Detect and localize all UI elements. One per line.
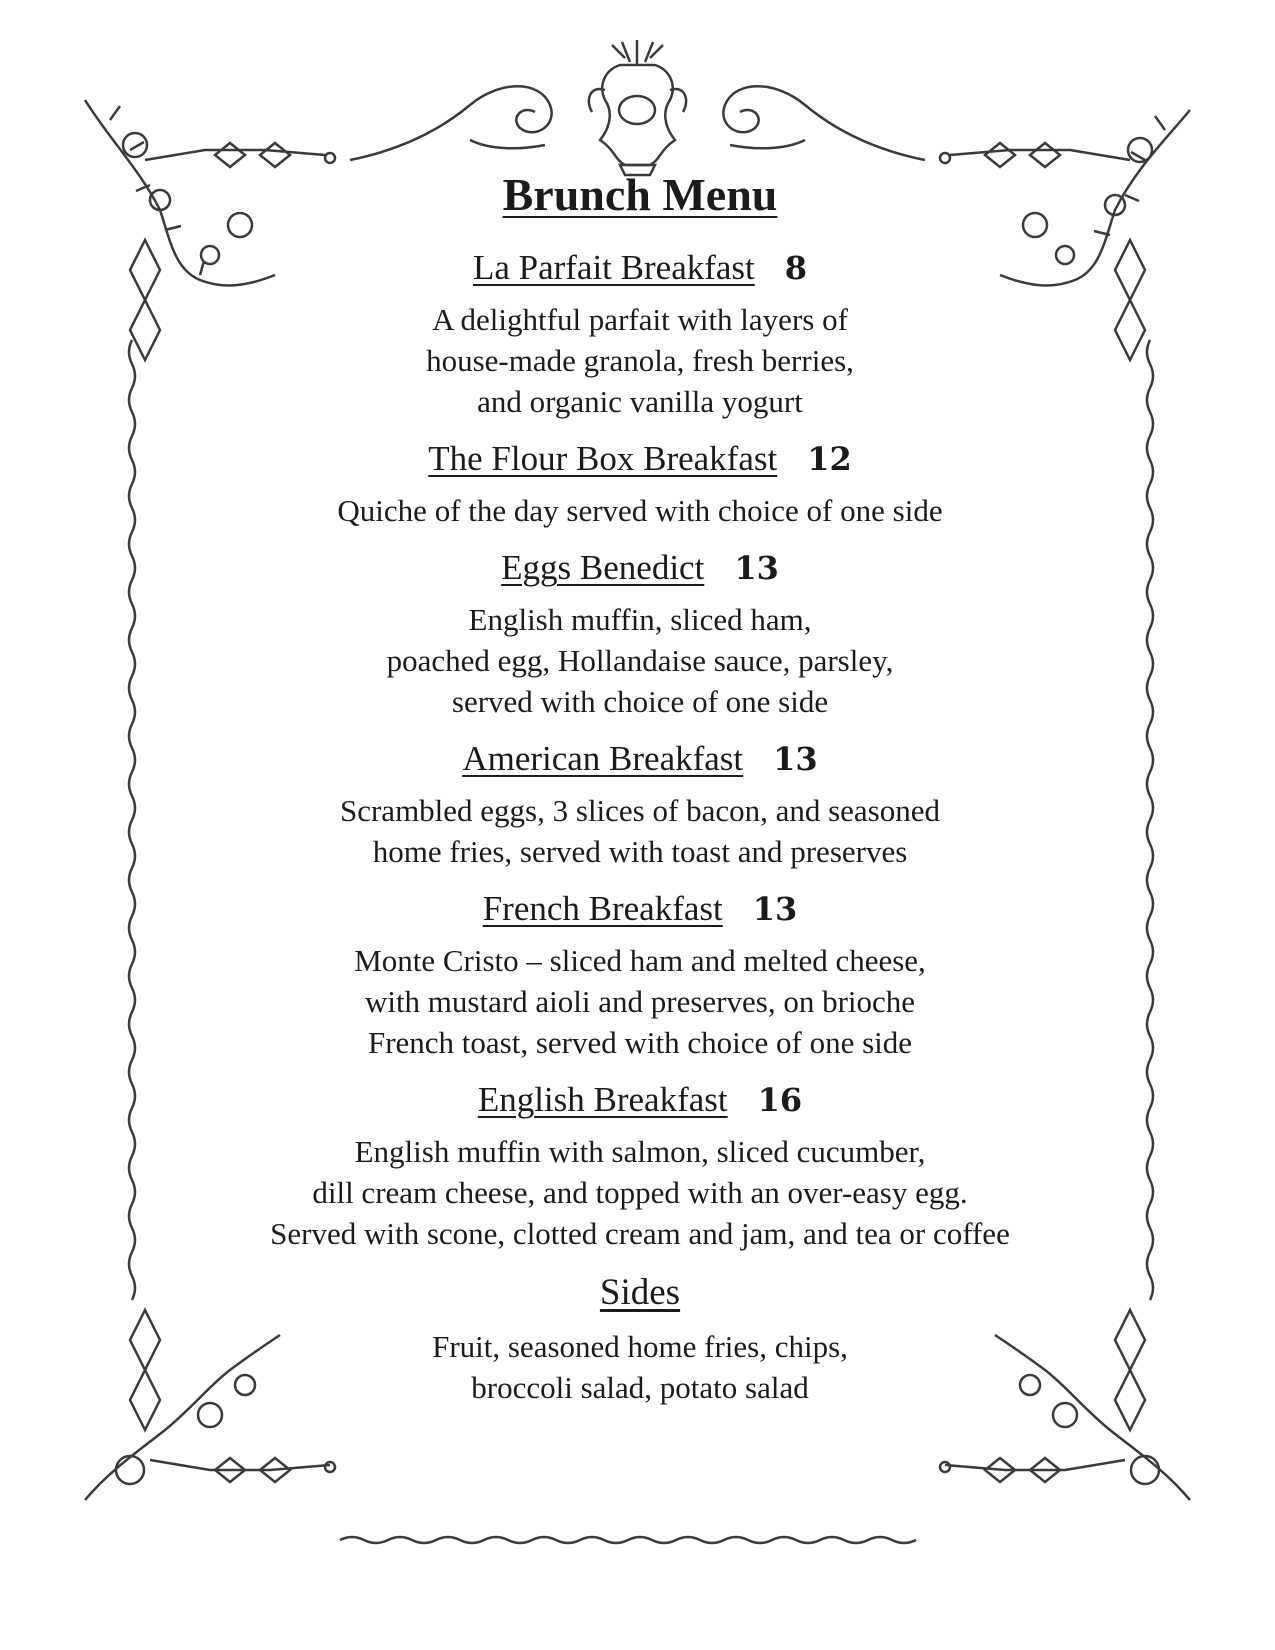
menu-item-heading [180,245,1100,291]
description-line: home fries, served with toast and preserves [372,834,908,869]
description-line: Served with scone, clotted cream and jam, and tea or coffee [270,1216,1010,1251]
menu-item-heading [180,736,1100,782]
menu-item [180,545,1100,722]
description-line: Fruit, seasoned home fries, chips, [432,1329,848,1364]
description-line: dill cream cheese, and topped with an over-easy egg. [312,1175,968,1210]
sides-description [180,1326,1100,1408]
menu-item-name: English Breakfast [477,1080,728,1119]
menu-item-price: 12 [807,440,852,478]
description-line: house-made granola, fresh berries, [426,343,854,378]
menu-item-price: 8 [784,249,808,287]
wavy-border-left-icon [129,340,135,1300]
menu-item-heading [180,436,1100,482]
menu-item-name: French Breakfast [482,889,723,928]
menu-item-heading [180,886,1100,932]
description-line: with mustard aioli and preserves, on brioche [364,984,916,1019]
description-line: English muffin, sliced ham, [468,602,812,637]
description-line: French toast, served with choice of one side [367,1025,913,1060]
menu-item [180,436,1100,531]
urn-ornament-icon [589,40,686,175]
description-line: served with choice of one side [451,684,829,719]
description-line: poached egg, Hollandaise sauce, parsley, [386,643,894,678]
menu-content [180,165,1100,1422]
menu-item-price: 13 [773,740,818,778]
menu-item-heading [180,1077,1100,1123]
description-line: and organic vanilla yogurt [477,384,803,419]
wavy-border-bottom-icon [340,1537,916,1543]
menu-item-price: 16 [757,1081,803,1119]
description-line: Scrambled eggs, 3 slices of bacon, and seasoned [339,793,941,828]
description-line: broccoli salad, potato salad [471,1370,809,1405]
menu-item-name: Eggs Benedict [501,548,705,587]
menu-item-description [180,790,1100,872]
menu-item [180,736,1100,872]
description-line: A delightful parfait with layers of [432,302,848,337]
menu-item [180,886,1100,1063]
menu-item-description [180,1131,1100,1254]
menu-item [180,245,1100,422]
description-line: Quiche of the day served with choice of one side [337,493,943,528]
menu-item-price: 13 [752,890,798,928]
menu-item-description [180,940,1100,1063]
menu-items-list [180,245,1100,1254]
description-line: English muffin with salmon, sliced cucumber, [354,1134,926,1169]
menu-item-description [180,490,1100,531]
menu-item [180,1077,1100,1254]
page-title: Brunch Menu [502,169,778,220]
wavy-border-right-icon [1147,340,1153,1300]
sides-heading: Sides [599,1272,681,1313]
menu-item-description [180,599,1100,722]
menu-item-heading [180,545,1100,591]
menu-item-price: 13 [734,549,779,587]
description-line: Monte Cristo – sliced ham and melted cheese, [354,943,926,978]
menu-item-name: The Flour Box Breakfast [428,439,778,478]
menu-item-name: La Parfait Breakfast [472,248,755,287]
menu-item-name: American Breakfast [462,739,744,778]
menu-item-description [180,299,1100,422]
